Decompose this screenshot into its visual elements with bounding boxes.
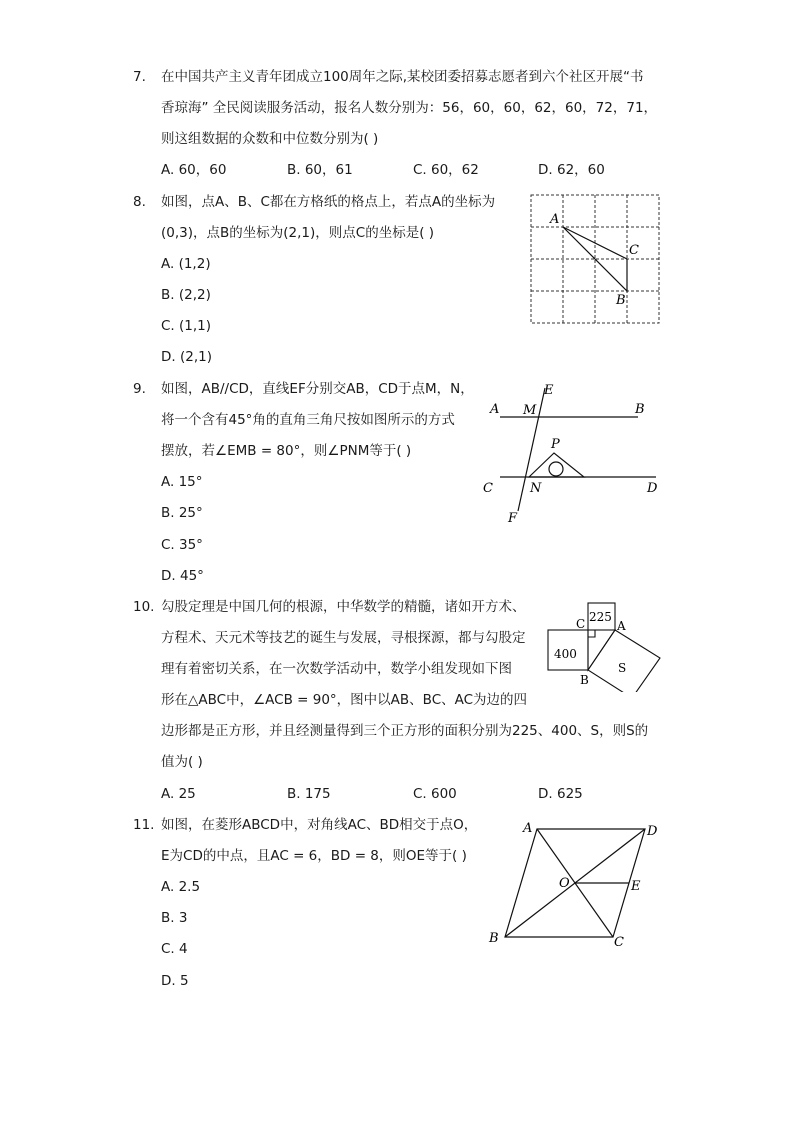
q8-option-c[interactable]: C. (1,1) xyxy=(161,318,212,334)
q11-label-a: A xyxy=(523,821,533,836)
q8-label-a: A xyxy=(550,212,560,227)
q7-option-a[interactable]: A. 60，60 xyxy=(161,162,227,178)
q7-number: 7. xyxy=(133,69,146,85)
q7-line-3: 则这组数据的众数和中位数分别为( ) xyxy=(161,131,379,147)
q10-option-c[interactable]: C. 600 xyxy=(413,786,457,802)
q8-label-b: B xyxy=(616,293,626,308)
q7-option-c[interactable]: C. 60，62 xyxy=(413,162,479,178)
q9-label-c: C xyxy=(483,481,493,496)
q10-label-400: 400 xyxy=(554,647,577,661)
q11-option-c[interactable]: C. 4 xyxy=(161,941,188,957)
q10-line-1: 勾股定理是中国几何的根源，中华数学的精髓，诸如开方术、 xyxy=(161,599,526,615)
q10-line-2: 方程术、天元术等技艺的诞生与发展，寻根探源，都与勾股定 xyxy=(161,630,526,646)
q9-option-d[interactable]: D. 45° xyxy=(161,568,204,584)
q8-line-2: (0,3)，点B的坐标为(2,1)，则点C的坐标是( ) xyxy=(161,225,435,241)
q8-option-d[interactable]: D. (2,1) xyxy=(161,349,212,365)
q11-option-b[interactable]: B. 3 xyxy=(161,910,188,926)
q9-label-f: F xyxy=(508,511,518,526)
q9-line-2: 将一个含有45°角的直角三角尺按如图所示的方式 xyxy=(161,412,455,428)
q9-option-c[interactable]: C. 35° xyxy=(161,537,203,553)
q9-line-3: 摆放，若∠EMB = 80°，则∠PNM等于( ) xyxy=(161,443,412,459)
q7-line-1: 在中国共产主义青年团成立100周年之际,某校团委招募志愿者到六个社区开展“书 xyxy=(161,69,644,85)
q10-label-b: B xyxy=(580,673,589,687)
q9-option-b[interactable]: B. 25° xyxy=(161,505,203,521)
q10-line-4: 形在△ABC中，∠ACB = 90°，图中以AB、BC、AC为边的四 xyxy=(161,692,528,708)
q11-label-d: D xyxy=(647,824,658,839)
q9-parallel-lines-figure xyxy=(480,378,670,528)
q11-number: 11. xyxy=(133,817,155,833)
q9-number: 9. xyxy=(133,381,146,397)
q9-label-a: A xyxy=(490,402,500,417)
q9-label-b: B xyxy=(635,402,645,417)
q11-option-d[interactable]: D. 5 xyxy=(161,973,189,989)
q11-label-o: O xyxy=(559,876,570,891)
q8-grid-figure xyxy=(528,192,662,326)
q10-label-c: C xyxy=(576,617,586,631)
q11-label-e: E xyxy=(631,879,641,894)
q10-option-a[interactable]: A. 25 xyxy=(161,786,196,802)
q10-line-5: 边形都是正方形，并且经测量得到三个正方形的面积分别为225、400、S，则S的 xyxy=(161,723,649,739)
q9-option-a[interactable]: A. 15° xyxy=(161,474,203,490)
q7-option-d[interactable]: D. 62，60 xyxy=(538,162,605,178)
q10-option-d[interactable]: D. 625 xyxy=(538,786,583,802)
q9-label-p: P xyxy=(551,437,560,452)
q11-line-1: 如图，在菱形ABCD中，对角线AC、BD相交于点O， xyxy=(161,817,478,833)
q10-number: 10. xyxy=(133,599,155,615)
q9-label-m: M xyxy=(523,403,537,418)
q7-line-2: 香琼海” 全民阅读服务活动，报名人数分别为：56，60，60，62，60，72，71， xyxy=(161,100,658,116)
q8-number: 8. xyxy=(133,194,146,210)
q9-line-1: 如图，AB//CD，直线EF分别交AB，CD于点M，N， xyxy=(161,381,474,397)
q11-label-c: C xyxy=(614,935,624,950)
q7-option-b[interactable]: B. 60，61 xyxy=(287,162,353,178)
q10-label-225: 225 xyxy=(589,610,612,624)
q11-label-b: B xyxy=(489,931,499,946)
q10-label-a: A xyxy=(617,619,626,633)
q8-label-c: C xyxy=(629,243,639,258)
q8-line-1: 如图，点A、B、C都在方格纸的格点上，若点A的坐标为 xyxy=(161,194,496,210)
q8-option-a[interactable]: A. (1,2) xyxy=(161,256,211,272)
q11-option-a[interactable]: A. 2.5 xyxy=(161,879,201,895)
q10-option-b[interactable]: B. 175 xyxy=(287,786,331,802)
q11-line-2: E为CD的中点，且AC = 6，BD = 8，则OE等于( ) xyxy=(161,848,467,864)
q10-line-6: 值为( ) xyxy=(161,754,203,770)
q9-label-n: N xyxy=(530,481,542,496)
q10-line-3: 理有着密切关系，在一次数学活动中，数学小组发现如下图 xyxy=(161,661,512,677)
q9-label-d: D xyxy=(647,481,658,496)
q10-pythagoras-figure xyxy=(540,600,665,692)
q11-rhombus-figure xyxy=(485,818,665,950)
q9-label-e: E xyxy=(544,383,554,398)
q10-label-s: S xyxy=(618,661,627,675)
q8-option-b[interactable]: B. (2,2) xyxy=(161,287,211,303)
